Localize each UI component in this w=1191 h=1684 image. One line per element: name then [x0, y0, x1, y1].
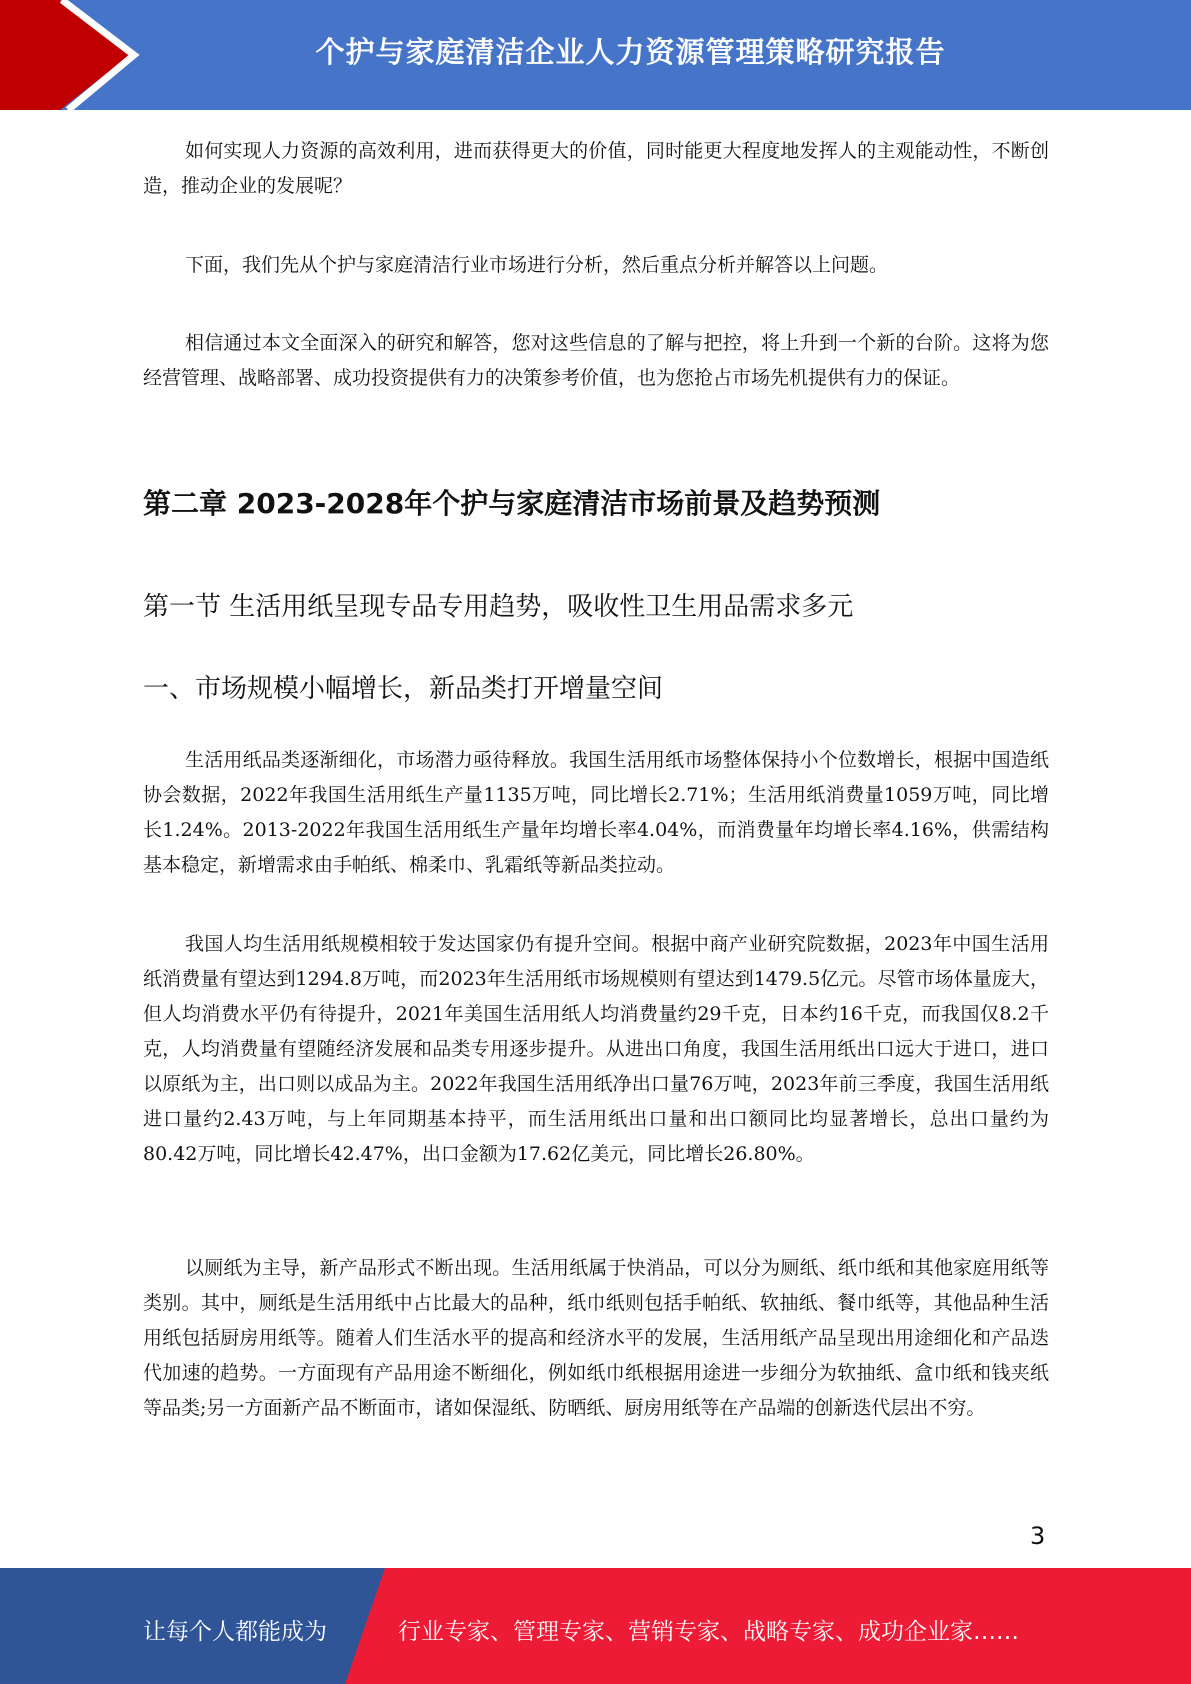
paragraph: 如何实现人力资源的高效利用，进而获得更大的价值，同时能更大程度地发挥人的主观能动性，不断创造，推动企业的发展呢？ [143, 140, 1049, 197]
subsection-heading: 一、市场规模小幅增长，新品类打开增量空间 [143, 674, 664, 704]
section-heading: 第一节 生活用纸呈现专品专用趋势，吸收性卫生用品需求多元 [143, 592, 854, 622]
report-title: 个护与家庭清洁企业人力资源管理策略研究报告 [315, 35, 946, 69]
page-number: 3 [1030, 1522, 1046, 1550]
page-footer [0, 1568, 1191, 1684]
footer-slogan-left: 让每个人都能成为 [143, 1619, 327, 1645]
chapter-heading: 第二章 2023-2028年个护与家庭清洁市场前景及趋势预测 [143, 487, 881, 520]
paragraph: 以厕纸为主导，新产品形式不断出现。生活用纸属于快消品，可以分为厕纸、纸巾纸和其他家庭用纸等类别。其中，厕纸是生活用纸中占比最大的品种，纸巾纸则包括手帕纸、软抽纸、餐巾纸等，其他品种生活用纸包括厨房用纸等。随着人们生活水平的提高和经济水平的发展，生活用纸产品呈现出用途细化和产品迭代加速的趋势。一方面现有产品用途不断细化，例如纸巾纸根据用途进一步细分为软抽纸、盒巾纸和钱夹纸等品类;另一方面新产品不断面市，诸如保湿纸、防晒纸、厨房用纸等在产品端的创新迭代层出不穷。 [143, 1257, 1049, 1419]
footer-slogan-right: 行业专家、管理专家、营销专家、战略专家、成功企业家…… [398, 1619, 1019, 1645]
paragraph: 下面，我们先从个护与家庭清洁行业市场进行分析，然后重点分析并解答以上问题。 [185, 254, 889, 276]
paragraph: 相信通过本文全面深入的研究和解答，您对这些信息的了解与把控，将上升到一个新的台阶。这将为您经营管理、战略部署、成功投资提供有力的决策参考价值，也为您抢占市场先机提供有力的保证。 [143, 332, 1049, 389]
page-header [0, 0, 1191, 110]
paragraph: 生活用纸品类逐渐细化，市场潜力亟待释放。我国生活用纸市场整体保持小个位数增长，根据中国造纸协会数据，2022年我国生活用纸生产量1135万吨，同比增长2.71%；生活用纸消费量1059万吨，同比增长1.24%。2013-2022年我国生活用纸生产量年均增长率4.04%，而消费量年均增长率4.16%，供需结构基本稳定，新增需求由手帕纸、棉柔巾、乳霜纸等新品类拉动。 [143, 749, 1049, 876]
paragraph: 我国人均生活用纸规模相较于发达国家仍有提升空间。根据中商产业研究院数据，2023年中国生活用纸消费量有望达到1294.8万吨，而2023年生活用纸市场规模则有望达到1479.5亿元。尽管市场体量庞大，但人均消费水平仍有待提升，2021年美国生活用纸人均消费量约29千克，日本约16千克，而我国仅8.2千克，人均消费量有望随经济发展和品类专用逐步提升。从进出口角度，我国生活用纸出口远大于进口，进口以原纸为主，出口则以成品为主。2022年我国生活用纸净出口量76万吨，2023年前三季度，我国生活用纸进口量约2.43万吨，与上年同期基本持平，而生活用纸出口量和出口额同比均显著增长，总出口量约为80.42万吨，同比增长42.47%，出口金额为17.62亿美元，同比增长26.80%。 [143, 933, 1049, 1165]
